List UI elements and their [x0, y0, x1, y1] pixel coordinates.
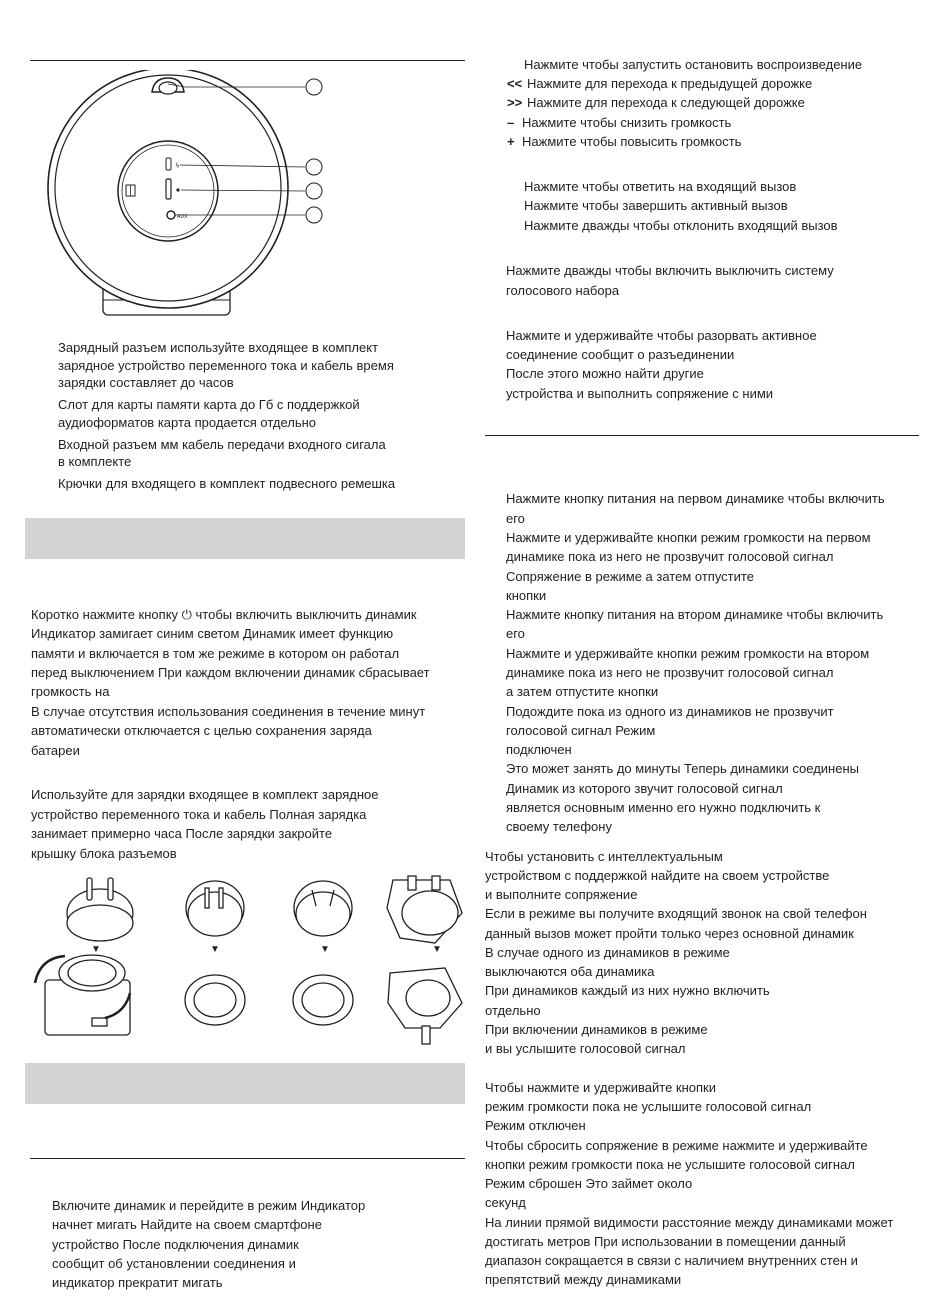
note-line-21: достигать метров При использовании в помещении данный — [485, 1234, 846, 1249]
power-line-5: громкость на — [31, 684, 110, 699]
tws-line-13: голосовой сигнал Режим — [506, 723, 656, 738]
charge-line-1: Используйте для зарядки входящее в комплект зарядное — [31, 787, 379, 802]
right-section-rule — [485, 435, 919, 436]
note-line-2: устройством с поддержкой найдите на своем устройстве — [485, 868, 830, 883]
power-line-1: Коротко нажмите кнопку ⏻ чтобы включить выключить динамик — [31, 607, 417, 622]
call-line-1: Нажмите чтобы ответить на входящий вызов — [524, 179, 797, 194]
note-line-6: В случае одного из динамиков в режиме — [485, 945, 730, 960]
control-vol-up: Нажмите чтобы повысить громкость — [522, 134, 742, 149]
control-play-pause: Нажмите чтобы запустить остановить воспроизведение — [524, 57, 863, 72]
power-line-3: памяти и включается в том же режиме в котором он работал — [31, 646, 400, 661]
tws-line-16: Динамик из которого звучит голосовой сигнал — [506, 781, 783, 796]
down-arrow-3: ▼ — [320, 944, 330, 955]
note-line-20: На линии прямой видимости расстояние между динамиками может — [485, 1215, 894, 1230]
pair-line-2: начнет мигать Найдите на своем смартфоне — [52, 1217, 322, 1232]
part-charging-port-2: зарядное устройство переменного тока и кабель время — [58, 358, 394, 373]
disconnect-line-3: После этого можно найти другие — [506, 366, 704, 381]
charge-line-3: занимает примерно часа После зарядки закройте — [31, 826, 333, 841]
tws-line-12: Подождите пока из одного из динамиков не прозвучит — [506, 704, 834, 719]
note-line-19: секунд — [485, 1195, 526, 1210]
tws-line-7: Нажмите кнопку питания на втором динамике чтобы включить — [506, 607, 884, 622]
tws-line-15: Это может занять до минуты Теперь динамики соединены — [506, 761, 859, 776]
part-charging-port-1: Зарядный разъем используйте входящее в комплект — [58, 340, 379, 355]
power-line-8: батареи — [31, 743, 80, 758]
call-line-2: Нажмите чтобы завершить активный вызов — [524, 198, 788, 213]
power-line-2: Индикатор замигает синим светом Динамик имеет функцию — [31, 626, 394, 641]
voice-line-1: Нажмите дважды чтобы включить выключить систему — [506, 263, 834, 278]
part-aux-1: Входной разъем мм кабель передачи входного сигала — [58, 437, 386, 452]
part-aux-2: в комплекте — [58, 454, 132, 469]
note-line-5: данный вызов может пройти только через основной динамик — [485, 926, 854, 941]
pair-line-3: устройство После подключения динамик — [52, 1237, 299, 1252]
down-arrow-1: ▼ — [91, 944, 101, 955]
disconnect-line-1: Нажмите и удерживайте чтобы разорвать активное — [506, 328, 817, 343]
control-vol-down: Нажмите чтобы снизить громкость — [522, 115, 732, 130]
tws-line-18: своему телефону — [506, 819, 612, 834]
power-line-4: перед выключением При каждом включении динамик сбрасывает — [31, 665, 430, 680]
note-line-8: При динамиков каждый из них нужно включить — [485, 983, 770, 998]
note-line-17: кнопки режим громкости пока не услышите голосовой сигнал — [485, 1157, 855, 1172]
tws-line-1: Нажмите кнопку питания на первом динамике чтобы включить — [506, 491, 885, 506]
disconnect-line-2: соединение сообщит о разъединении — [506, 347, 735, 362]
tws-line-11: а затем отпустите кнопки — [506, 684, 659, 699]
tws-line-5: Сопряжение в режиме а затем отпустите — [506, 569, 754, 584]
disconnect-line-4: устройства и выполнить сопряжение с ними — [506, 386, 774, 401]
tws-line-4: динамике пока из него не прозвучит голосовой сигнал — [506, 549, 834, 564]
left-pairing-rule — [30, 1158, 465, 1159]
control-prev-icon: << — [507, 76, 523, 91]
call-line-3: Нажмите дважды чтобы отклонить входящий вызов — [524, 218, 838, 233]
down-arrow-2: ▼ — [210, 944, 220, 955]
pair-line-1: Включите динамик и перейдите в режим Индикатор — [52, 1198, 366, 1213]
note-line-22: диапазон сокращается в связи с наличием внутренних стен и — [485, 1253, 858, 1268]
pair-line-5: индикатор прекратит мигать — [52, 1275, 223, 1290]
note-line-13: Чтобы нажмите и удерживайте кнопки — [485, 1080, 716, 1095]
speaker-illustration — [40, 70, 340, 325]
note-line-15: Режим отключен — [485, 1118, 586, 1133]
control-vol-up-icon: + — [507, 134, 515, 149]
note-line-14: режим громкости пока не услышите голосовой сигнал — [485, 1099, 812, 1114]
adapter-plug-illustrations — [30, 868, 470, 1048]
section-band-power — [25, 518, 465, 559]
pair-line-4: сообщит об установлении соединения и — [52, 1256, 296, 1271]
note-line-16: Чтобы сбросить сопряжение в режиме нажмите и удерживайте — [485, 1138, 868, 1153]
tws-line-2: его — [506, 511, 525, 526]
control-vol-down-icon: – — [507, 115, 515, 130]
tws-line-10: динамике пока из него не прозвучит голосовой сигнал — [506, 665, 834, 680]
svg-text:ϟ: ϟ — [175, 162, 180, 170]
charge-line-2: устройство переменного тока и кабель Полная зарядка — [31, 807, 367, 822]
part-card-slot-1: Слот для карты памяти карта до Гб с поддержкой — [58, 397, 360, 412]
tws-line-6: кнопки — [506, 588, 547, 603]
tws-line-9: Нажмите и удерживайте кнопки режим громкости на втором — [506, 646, 870, 661]
note-line-7: выключаются оба динамика — [485, 964, 655, 979]
tws-line-17: является основным именно его нужно подключить к — [506, 800, 821, 815]
tws-line-14: подключен — [506, 742, 572, 757]
section-band-connection — [25, 1063, 465, 1104]
note-line-1: Чтобы установить с интеллектуальным — [485, 849, 723, 864]
part-hooks: Крючки для входящего в комплект подвесного ремешка — [58, 476, 396, 491]
note-line-3: и выполните сопряжение — [485, 887, 638, 902]
note-line-23: препятствий между динамиками — [485, 1272, 682, 1287]
control-next-icon: >> — [507, 95, 523, 110]
note-line-10: При включении динамиков в режиме — [485, 1022, 708, 1037]
power-line-6: В случае отсутствия использования соединения в течение минут — [31, 704, 426, 719]
note-line-9: отдельно — [485, 1003, 541, 1018]
left-top-rule — [30, 60, 465, 61]
control-next: Нажмите для перехода к следующей дорожке — [527, 95, 805, 110]
charge-line-4: крышку блока разъемов — [31, 846, 177, 861]
note-line-4: Если в режиме вы получите входящий звонок на свой телефон — [485, 906, 867, 921]
control-prev: Нажмите для перехода к предыдущей дорожке — [527, 76, 813, 91]
tws-line-8: его — [506, 626, 525, 641]
svg-text:AUX: AUX — [177, 214, 188, 220]
tws-line-3: Нажмите и удерживайте кнопки режим громкости на первом — [506, 530, 871, 545]
power-line-7: автоматически отключается с целью сохранения заряда — [31, 723, 372, 738]
part-card-slot-2: аудиоформатов карта продается отдельно — [58, 415, 317, 430]
note-line-18: Режим сброшен Это займет около — [485, 1176, 693, 1191]
voice-line-2: голосового набора — [506, 283, 620, 298]
down-arrow-4: ▼ — [432, 944, 442, 955]
part-charging-port-3: зарядки составляет до часов — [58, 375, 234, 390]
note-line-11: и вы услышите голосовой сигнал — [485, 1041, 686, 1056]
